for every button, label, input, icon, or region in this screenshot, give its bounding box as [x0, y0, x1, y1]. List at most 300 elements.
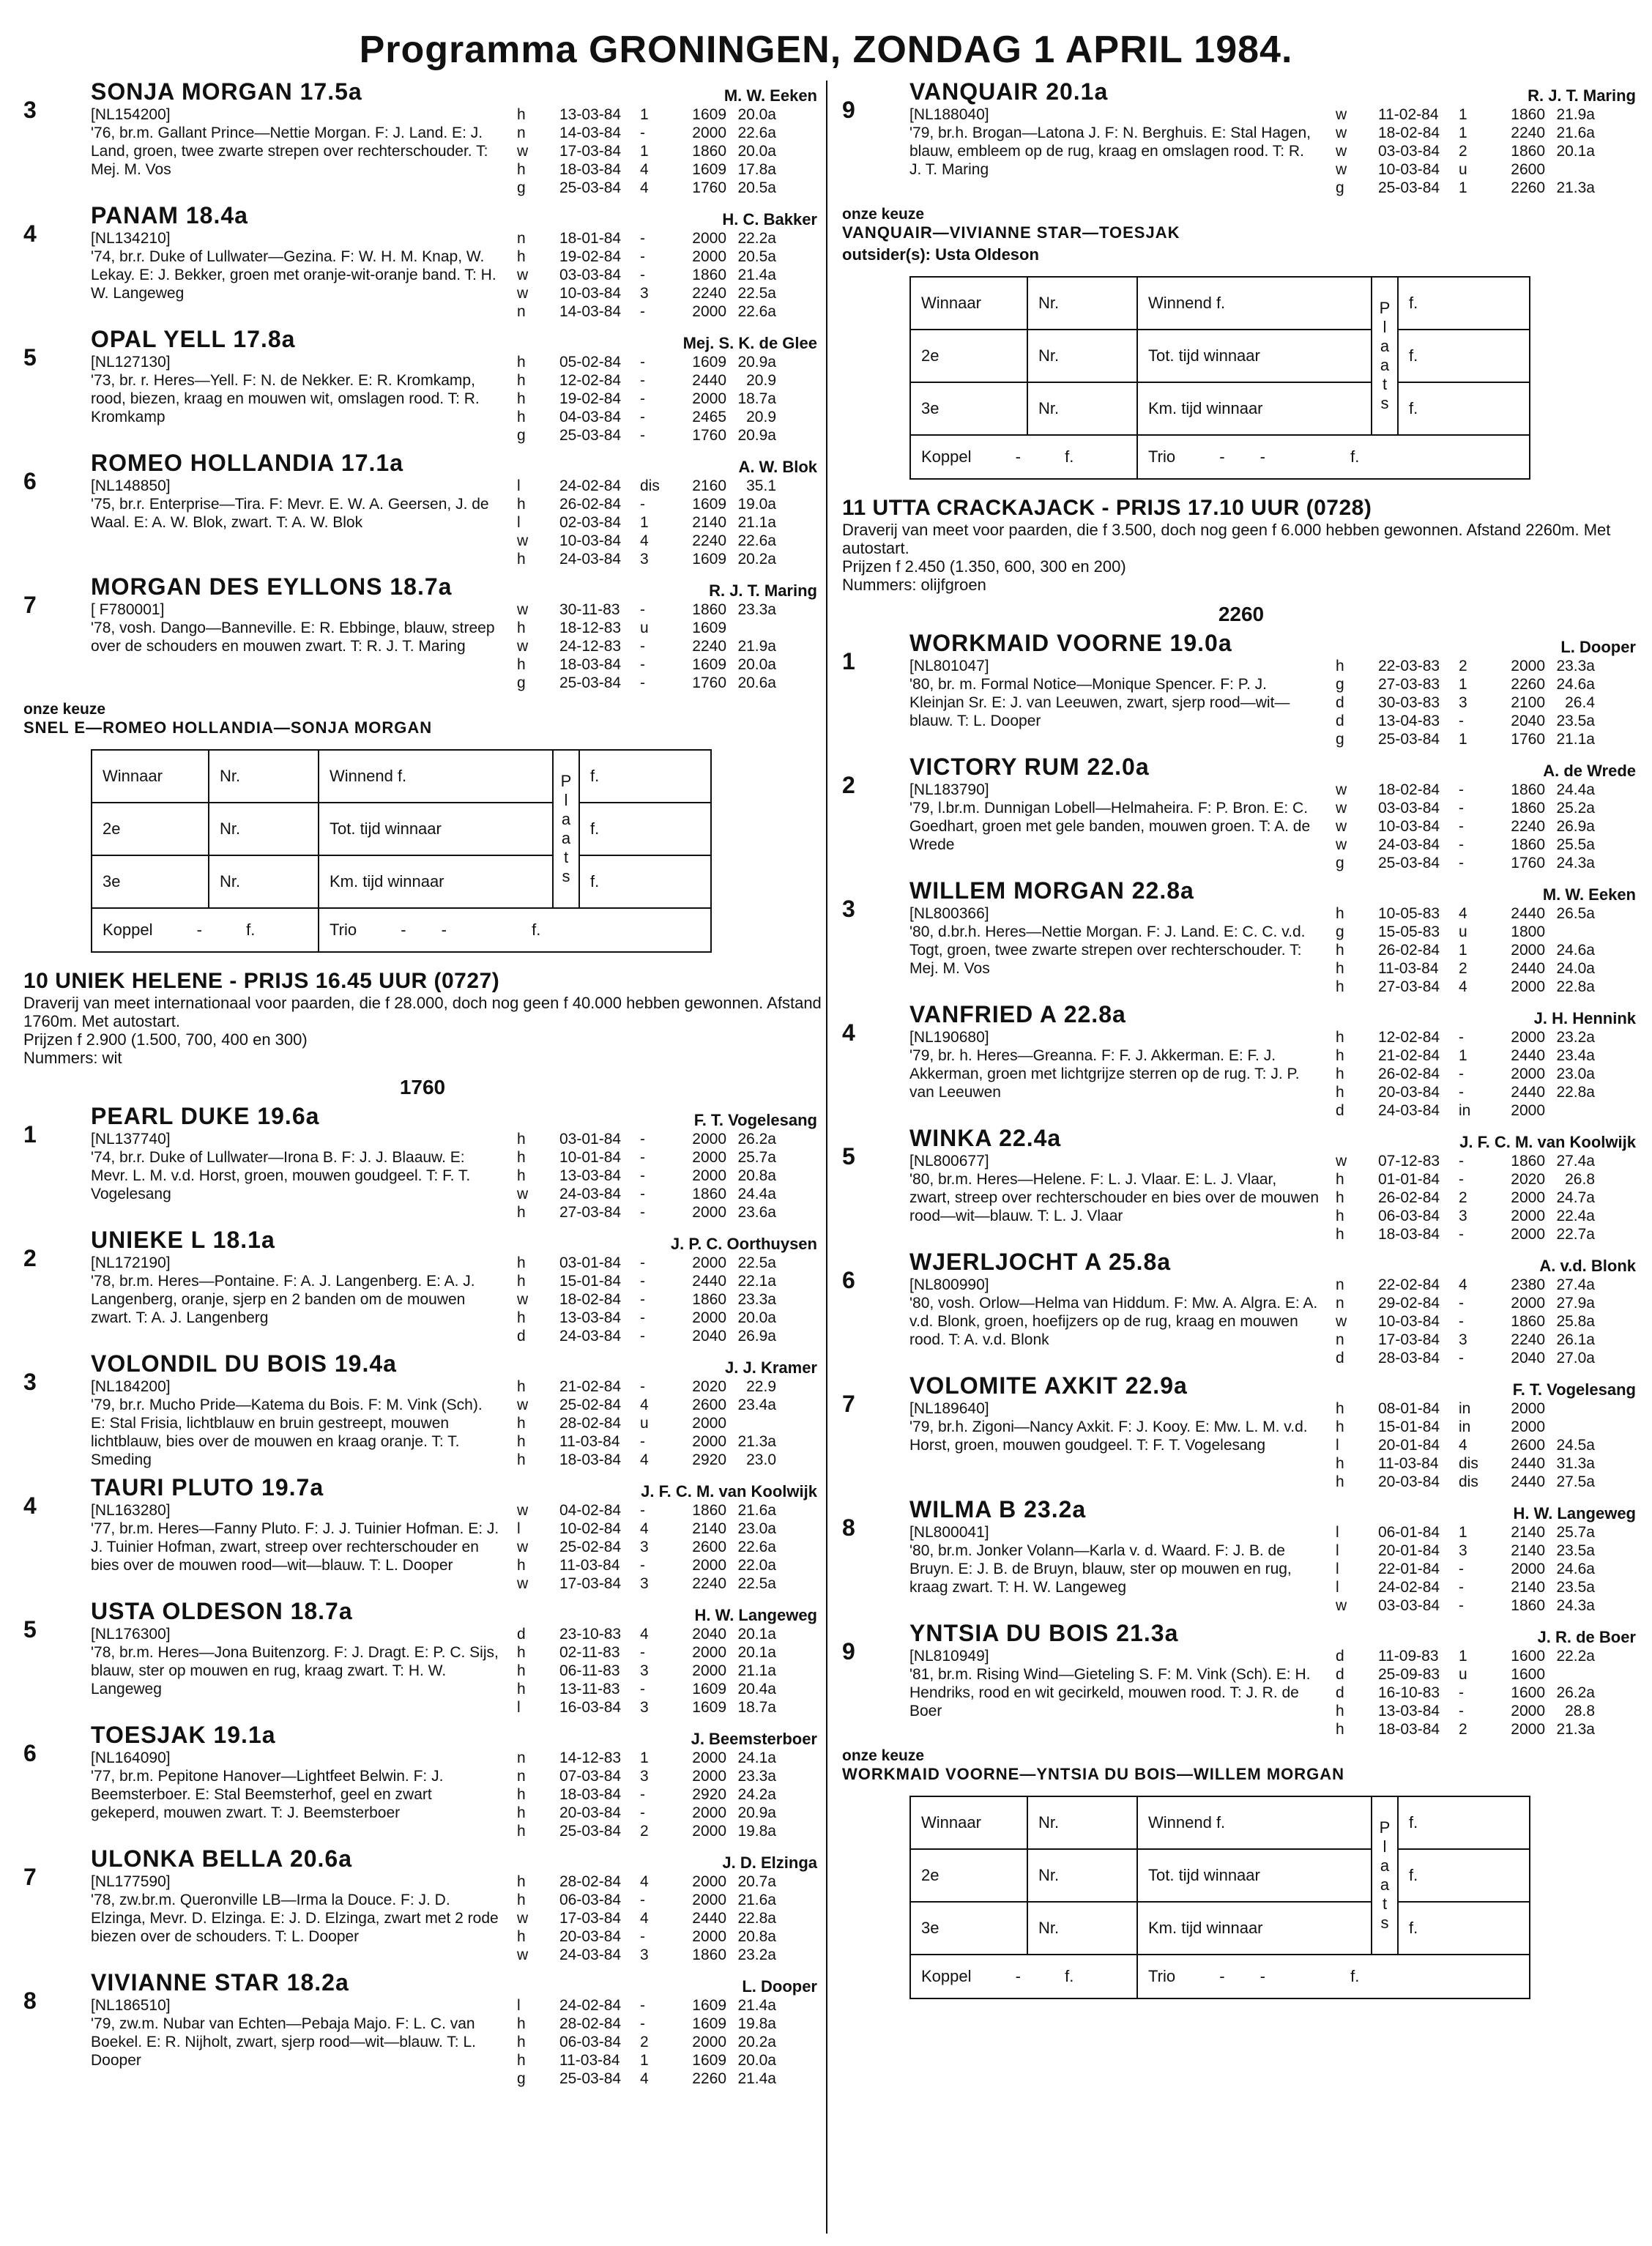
race-distance: 2000 — [692, 230, 726, 247]
horse-entry — [23, 573, 822, 692]
placing: 4 — [640, 2070, 649, 2087]
race-time — [1545, 160, 1595, 179]
race-date: 22-01-84 — [1378, 1561, 1440, 1577]
placing: - — [640, 267, 645, 283]
result-row — [1336, 1684, 1595, 1702]
horse-description — [909, 1647, 1320, 1739]
placing: - — [640, 1309, 645, 1326]
race9-continued — [842, 78, 1640, 197]
race-date: 27-03-84 — [1378, 978, 1440, 995]
placing: u — [1459, 161, 1467, 178]
horse-trainer: M. W. Eeken — [723, 86, 817, 105]
result-row — [517, 353, 776, 371]
track-code: g — [517, 427, 526, 444]
track-code: w — [517, 1575, 529, 1592]
race-distance: 1760 — [1511, 731, 1545, 748]
placing: in — [1459, 1418, 1471, 1435]
track-code: h — [517, 1928, 526, 1945]
result-row — [1336, 1596, 1595, 1615]
track-code: n — [517, 303, 526, 320]
result-row — [1336, 1028, 1595, 1046]
track-code: h — [517, 1786, 526, 1803]
placing: - — [640, 1681, 645, 1697]
track-code: h — [1336, 905, 1344, 922]
placing: - — [640, 427, 645, 444]
horse-name: VANFRIED A 22.8a — [909, 1001, 1126, 1027]
result-row — [517, 1698, 776, 1717]
race-time: 20.9a — [737, 427, 776, 444]
race-distance: 2920 — [692, 1786, 726, 1803]
race-date: 07-12-83 — [1378, 1153, 1440, 1170]
horse-pedigree: '78, br.m. Heres—Pontaine. F: A. J. Langenberg. E: A. J. Langenberg, oranje, sjerp en 2 banden om de mouwen zwart. T: A. J. Langenberg — [91, 1273, 475, 1326]
horse-name: VANQUAIR 20.1a — [909, 78, 1109, 105]
race-time: 20.1a — [737, 1626, 776, 1643]
label-derde: 3e — [910, 1902, 1027, 1955]
race-time: 25.7a — [1556, 1524, 1595, 1541]
placing: - — [1459, 1084, 1464, 1101]
race-date: 26-02-84 — [1378, 942, 1440, 959]
race-date: 02-11-83 — [559, 1644, 620, 1661]
result-row — [517, 1148, 776, 1167]
horse-trainer: J. F. C. M. van Koolwijk — [641, 1482, 817, 1501]
label-nr: Nr. — [1027, 1796, 1137, 1849]
horse-trainer: A. de Wrede — [1543, 762, 1636, 780]
race-distance: 2440 — [1511, 1455, 1545, 1472]
track-code: l — [1336, 1579, 1339, 1596]
race10-conditions: Draverij van meet internationaal voor paarden, die f 28.000, doch nog geen f 40.000 hebben gewonnen. Afstand 1760m. Met autostart. — [23, 994, 822, 1030]
placing: - — [640, 1186, 645, 1202]
race-distance: 1860 — [692, 1502, 726, 1519]
horse-trainer: M. W. Eeken — [1542, 885, 1636, 904]
result-row — [517, 1662, 776, 1680]
recent-results — [1336, 1399, 1595, 1491]
horse-number: 4 — [842, 1019, 855, 1046]
result-row — [517, 1432, 776, 1451]
race-time: 21.1a — [1556, 731, 1595, 748]
label-nr: Nr. — [209, 803, 319, 855]
race-time: 25.5a — [1556, 836, 1595, 853]
placing: 2 — [1459, 658, 1467, 674]
dash: - — [1015, 1967, 1021, 1985]
race-distance: 2000 — [1511, 1102, 1545, 1119]
result-row — [1336, 941, 1595, 959]
race11-distance: 2260 — [1218, 603, 1265, 625]
track-code: h — [517, 1433, 526, 1450]
race-date: 11-03-84 — [1378, 960, 1439, 977]
placing: dis — [640, 477, 660, 494]
placing: 4 — [1459, 905, 1467, 922]
placing: 1 — [1459, 179, 1467, 196]
race-time: 23.5a — [1556, 1542, 1595, 1559]
result-row — [517, 1927, 776, 1946]
race-time: 22.9 — [746, 1378, 776, 1395]
horse-name: WILLEM MORGAN 22.8a — [909, 877, 1194, 904]
horse-trainer: H. C. Bakker — [722, 210, 817, 228]
race-date: 18-03-84 — [559, 1786, 622, 1803]
race-time: 24.2a — [737, 1786, 776, 1803]
race-time: 23.5a — [1556, 1579, 1595, 1596]
race-date: 24-02-84 — [559, 1997, 622, 2014]
race-date: 03-03-84 — [559, 267, 622, 283]
race-distance: 2000 — [692, 1309, 726, 1326]
race-time: 23.3a — [1556, 658, 1595, 674]
race-date: 18-12-83 — [559, 620, 622, 636]
race-distance: 1609 — [692, 106, 726, 123]
race-time: 22.4a — [1556, 1208, 1595, 1224]
recent-results — [517, 1377, 776, 1469]
race-time: 19.8a — [737, 2015, 776, 2032]
track-code: l — [517, 1520, 521, 1537]
race-date: 25-03-84 — [559, 1823, 622, 1840]
race-date: 10-05-83 — [1378, 905, 1440, 922]
race-date: 07-03-84 — [559, 1768, 622, 1785]
horse-number: 8 — [842, 1514, 855, 1541]
plaats-letter: s — [1380, 394, 1389, 412]
keuze-label: onze keuze — [842, 1747, 925, 1764]
placing: - — [640, 409, 645, 425]
label-f: f. — [1398, 1849, 1530, 1902]
horse-name: UNIEKE L 18.1a — [91, 1227, 275, 1253]
race-date: 19-02-84 — [559, 248, 622, 265]
track-code: h — [517, 2052, 526, 2069]
race-time: 26.9a — [1556, 818, 1595, 835]
horse-pedigree: '79, br.h. Brogan—Latona J. F: N. Berghuis. E: Stal Hagen, blauw, embleem op de rug, kraag en omslagen rood. T: R. J. T. Maring — [909, 124, 1311, 178]
result-row — [517, 229, 776, 248]
result-table — [91, 749, 712, 953]
horse-registration: [NL137740] — [91, 1131, 171, 1148]
horse-registration: [NL801047] — [909, 658, 989, 674]
race-time — [1545, 1399, 1595, 1418]
race-distance: 2440 — [692, 1273, 726, 1290]
horse-pedigree: '79, br. h. Heres—Greanna. F: F. J. Akkerman. E: F. J. Akkerman, groen met lichtgrijze sterren op de rug. T: J. P. van Leeuwen — [909, 1047, 1300, 1101]
race-time: 25.7a — [737, 1149, 776, 1166]
horse-pedigree: '74, br.r. Duke of Lullwater—Irona B. F: J. J. Blaauw. E: Mevr. L. M. v.d. Horst, groen, mouwen goudgeel. T: F. T. Vogelesang — [91, 1149, 471, 1202]
race-date: 06-03-84 — [1378, 1208, 1440, 1224]
track-code: w — [517, 285, 529, 302]
race11-horse-list — [842, 630, 1640, 1739]
race9-horse-list — [23, 78, 822, 692]
horse-entry — [842, 630, 1640, 748]
horse-registration: [NL810949] — [909, 1648, 989, 1665]
horse-number: 7 — [23, 1864, 37, 1890]
result-row — [517, 513, 776, 532]
race-date: 06-11-83 — [559, 1662, 620, 1679]
horse-name: PANAM 18.4a — [91, 202, 248, 228]
label-plaats — [1372, 277, 1398, 435]
label-f: f. — [532, 921, 541, 939]
horse-name: WINKA 22.4a — [909, 1125, 1062, 1151]
plaats-letter: P — [560, 772, 572, 790]
race-time: 17.8a — [737, 161, 776, 178]
track-code: h — [1336, 1029, 1344, 1046]
track-code: h — [517, 1804, 526, 1821]
race-distance: 2240 — [1511, 124, 1545, 141]
horse-pedigree: '75, br.r. Enterprise—Tira. F: Mevr. E. W. A. Geersen, J. de Waal. E: A. W. Blok, zwart. T: A. W. Blok — [91, 496, 489, 531]
race-date: 24-03-84 — [559, 1328, 622, 1345]
race-date: 24-02-84 — [559, 477, 622, 494]
result-row — [1336, 675, 1595, 693]
track-code: h — [517, 354, 526, 371]
track-code: w — [517, 143, 529, 160]
race-distance: 1609 — [692, 496, 726, 513]
result-row — [1336, 1523, 1595, 1542]
label-tweede: 2e — [910, 330, 1027, 382]
race-time — [726, 1414, 776, 1432]
horse-number: 2 — [23, 1245, 37, 1271]
placing: - — [1459, 1684, 1464, 1701]
horse-registration: [NL800677] — [909, 1153, 989, 1170]
result-table-slot — [23, 749, 822, 953]
placing: 4 — [640, 1520, 649, 1537]
track-code: h — [517, 551, 526, 568]
horse-trainer: A. W. Blok — [738, 458, 817, 476]
result-row — [517, 1272, 776, 1290]
placing: 2 — [1459, 143, 1467, 160]
placing: 1 — [1459, 731, 1467, 748]
race-time: 20.0a — [737, 2052, 776, 2069]
race-date: 15-01-84 — [559, 1273, 622, 1290]
result-row — [517, 495, 776, 513]
label-nr: Nr. — [1027, 277, 1137, 330]
track-code: h — [1336, 1084, 1344, 1101]
label-f: f. — [1065, 1967, 1074, 1985]
placing: 4 — [640, 1873, 649, 1890]
race-distance: 2600 — [1511, 1437, 1545, 1454]
track-code: l — [517, 1997, 521, 2014]
race-distance: 2240 — [692, 285, 726, 302]
result-table-slot — [842, 1796, 1640, 1999]
horse-name: VOLOMITE AXKIT 22.9a — [909, 1372, 1188, 1399]
horse-trainer: J. R. de Boer — [1537, 1628, 1636, 1646]
result-row — [1336, 1702, 1595, 1720]
placing: - — [640, 1167, 645, 1184]
race-date: 18-03-84 — [559, 656, 622, 673]
horse-trainer: J. H. Hennink — [1533, 1009, 1636, 1027]
race-distance: 2000 — [1511, 942, 1545, 959]
race-time: 26.9a — [737, 1328, 776, 1345]
result-row — [517, 1254, 776, 1272]
recent-results — [1336, 904, 1595, 996]
track-code: d — [1336, 713, 1344, 729]
horse-name: USTA OLDESON 18.7a — [91, 1598, 353, 1624]
horse-description — [91, 1873, 501, 1964]
recent-results — [1336, 657, 1595, 748]
race-time: 21.9a — [1556, 106, 1595, 123]
placing: - — [1459, 1171, 1464, 1188]
placing: 3 — [1459, 1331, 1467, 1348]
placing: 1 — [1459, 1524, 1467, 1541]
race-date: 17-03-84 — [1378, 1331, 1440, 1348]
plaats-letter: a — [1380, 356, 1390, 374]
result-row — [1336, 657, 1595, 675]
result-row — [517, 105, 776, 124]
result-row — [517, 160, 776, 179]
placing: 3 — [640, 1539, 649, 1555]
placing: - — [640, 638, 645, 655]
race-date: 24-03-84 — [1378, 1102, 1440, 1119]
race-distance: 2040 — [1511, 1350, 1545, 1366]
placing: - — [1459, 836, 1464, 853]
race-date: 11-02-84 — [1378, 106, 1439, 123]
horse-trainer: J. Beemsterboer — [691, 1730, 817, 1748]
track-code: l — [517, 514, 521, 531]
track-code: w — [1336, 800, 1347, 817]
track-code: h — [517, 248, 526, 265]
race-date: 16-10-83 — [1378, 1684, 1440, 1701]
track-code: h — [517, 496, 526, 513]
track-code: g — [517, 179, 526, 196]
horse-name: YNTSIA DU BOIS 21.3a — [909, 1620, 1179, 1646]
horse-pedigree: '80, br.m. Jonker Volann—Karla v. d. Waard. F: J. B. de Bruyn. E: J. B. de Bruyn, blauw, ster op mouwen en rug, kraag zwart. T: H. W. Langeweg — [909, 1542, 1292, 1596]
race-date: 16-03-84 — [559, 1699, 622, 1716]
horse-number: 1 — [23, 1121, 37, 1148]
race-distance: 2000 — [692, 124, 726, 141]
placing: - — [1459, 1295, 1464, 1312]
race-time: 21.1a — [737, 1662, 776, 1679]
placing: - — [640, 1644, 645, 1661]
race-distance: 1860 — [1511, 781, 1545, 798]
label-f: f. — [1398, 277, 1530, 330]
race-time: 22.1a — [737, 1273, 776, 1290]
race-time: 19.0a — [737, 496, 776, 513]
race-time: 24.6a — [1556, 942, 1595, 959]
label-f: f. — [1398, 1796, 1530, 1849]
race-time: 23.5a — [1556, 713, 1595, 729]
result-row — [517, 1327, 776, 1345]
result-row — [517, 532, 776, 550]
trio-cell — [1137, 435, 1530, 479]
race-distance: 1860 — [1511, 1597, 1545, 1614]
race-date: 26-02-84 — [559, 496, 622, 513]
track-code: h — [517, 372, 526, 389]
race-distance: 2000 — [1511, 1703, 1545, 1719]
placing: 1 — [1459, 106, 1467, 123]
race-date: 18-03-84 — [1378, 1226, 1440, 1243]
race-time: 23.3a — [737, 1291, 776, 1308]
race-date: 18-02-84 — [559, 1291, 622, 1308]
placing: 1 — [1459, 1648, 1467, 1665]
result-table-slot — [842, 276, 1640, 480]
plaats-letter: a — [561, 810, 571, 828]
label-nr: Nr. — [1027, 1849, 1137, 1902]
track-code: w — [517, 532, 529, 549]
race-time: 22.8a — [737, 1910, 776, 1927]
race-distance: 2000 — [692, 1892, 726, 1908]
result-row — [517, 302, 776, 321]
placing: 4 — [1459, 1437, 1467, 1454]
race-date: 26-02-84 — [1378, 1066, 1440, 1082]
placing: - — [640, 1786, 645, 1803]
track-code: h — [517, 1873, 526, 1890]
track-code: h — [1336, 1721, 1344, 1738]
result-row — [517, 600, 776, 619]
race-time: 23.4a — [1556, 1047, 1595, 1064]
horse-pedigree: '73, br. r. Heres—Yell. F: N. de Nekker. E: R. Kromkamp, rood, biezen, kraag en mouwen wit, omslagen rood. T: R. Kromkamp — [91, 372, 480, 425]
race-date: 25-02-84 — [559, 1539, 622, 1555]
race-distance: 2465 — [692, 409, 726, 425]
placing: - — [640, 1433, 645, 1450]
placing: 3 — [640, 1946, 649, 1963]
result-row — [1336, 1170, 1595, 1189]
race-distance: 2000 — [692, 1662, 726, 1679]
track-code: h — [1336, 1400, 1344, 1417]
horse-entry — [842, 1001, 1640, 1120]
race-time: 26.1a — [1556, 1331, 1595, 1348]
race-date: 21-02-84 — [1378, 1047, 1440, 1064]
horse-pedigree: '79, br.h. Zigoni—Nancy Axkit. F: J. Kooy. E: Mw. L. M. v.d. Horst, groen, mouwen goudgeel. T: F. T. Vogelesang — [909, 1418, 1308, 1454]
race-date: 02-03-84 — [559, 514, 622, 531]
race-time: 19.8a — [737, 1823, 776, 1840]
track-code: h — [517, 1378, 526, 1395]
track-code: h — [517, 390, 526, 407]
race-distance: 2260 — [692, 2070, 726, 2087]
track-code: d — [517, 1626, 526, 1643]
placing: in — [1459, 1102, 1471, 1119]
horse-trainer: F. T. Vogelesang — [1512, 1380, 1636, 1399]
horse-entry — [23, 1227, 822, 1345]
race-distance: 1860 — [692, 1946, 726, 1963]
track-code: h — [517, 1254, 526, 1271]
placing: 2 — [640, 2034, 649, 2050]
horse-description — [91, 229, 501, 321]
track-code: h — [1336, 1473, 1344, 1490]
race-date: 25-02-84 — [559, 1397, 622, 1413]
race-date: 13-04-83 — [1378, 713, 1440, 729]
race-time: 24.3a — [1556, 1597, 1595, 1614]
race-time: 22.5a — [737, 1254, 776, 1271]
race-date: 29-02-84 — [1378, 1295, 1440, 1312]
race-date: 14-03-84 — [559, 303, 622, 320]
result-row — [517, 266, 776, 284]
race-date: 25-03-84 — [1378, 179, 1440, 196]
placing: 3 — [1459, 1542, 1467, 1559]
race-distance: 2600 — [1511, 161, 1545, 178]
result-row — [517, 637, 776, 655]
track-code: h — [517, 1149, 526, 1166]
race-distance: 2000 — [692, 1644, 726, 1661]
race-distance: 2440 — [1511, 1047, 1545, 1064]
horse-name: WORKMAID VOORNE 19.0a — [909, 630, 1232, 656]
result-row — [517, 2015, 776, 2033]
plaats-letter: t — [1382, 375, 1388, 393]
track-code: h — [517, 2015, 526, 2032]
track-code: h — [517, 1273, 526, 1290]
horse-pedigree: '80, vosh. Orlow—Helma van Hiddum. F: Mw. A. Algra. E: A. v.d. Blonk, groen, hoefijzers op de rug, kraag en mouwen rood. T: A. v.d. Blonk — [909, 1295, 1318, 1348]
race-distance: 2240 — [692, 1575, 726, 1592]
race-time: 27.9a — [1556, 1295, 1595, 1312]
placing: 4 — [640, 1626, 649, 1643]
placing: - — [1459, 1066, 1464, 1082]
race-time: 22.7a — [1556, 1226, 1595, 1243]
track-code: h — [517, 1415, 526, 1432]
placing: - — [1459, 818, 1464, 835]
result-row — [1336, 854, 1595, 872]
placing: 2 — [640, 1823, 649, 1840]
plaats-letter: a — [1380, 1875, 1390, 1894]
race-distance: 1600 — [1511, 1648, 1545, 1665]
result-row — [1336, 1418, 1595, 1436]
placing: - — [640, 354, 645, 371]
horse-number: 5 — [23, 1616, 37, 1643]
track-code: h — [517, 409, 526, 425]
result-row — [1336, 1225, 1595, 1243]
result-row — [1336, 1560, 1595, 1578]
race-time: 24.6a — [1556, 676, 1595, 693]
horse-description — [91, 1501, 501, 1593]
race-distance: 2040 — [692, 1626, 726, 1643]
race-date: 18-02-84 — [1378, 781, 1440, 798]
horse-trainer: R. J. T. Maring — [709, 581, 817, 600]
